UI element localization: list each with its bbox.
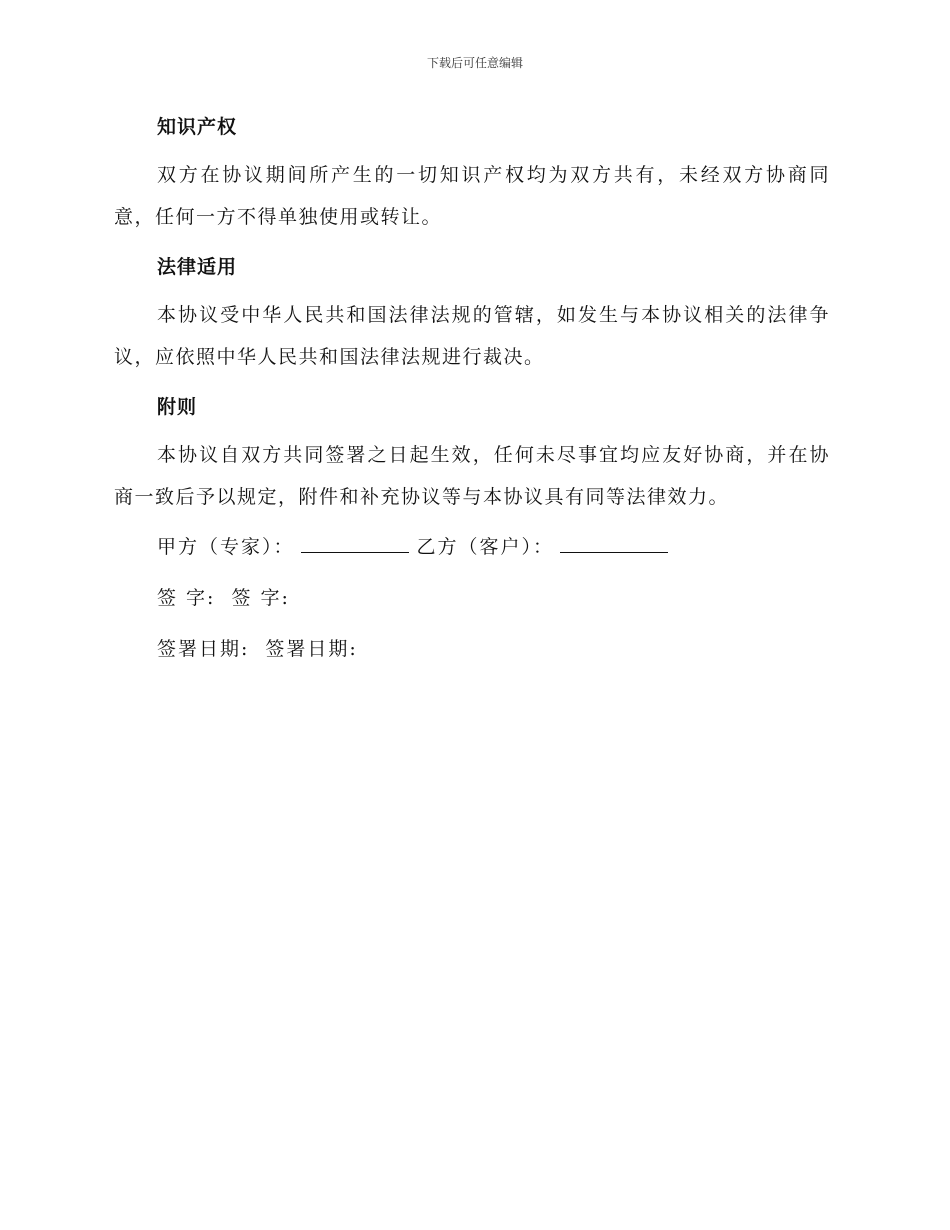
party-a-signature-label: 签 字: xyxy=(157,587,216,609)
section-applicable-law xyxy=(114,252,830,378)
party-a-blank xyxy=(301,534,409,553)
party-line xyxy=(157,532,830,562)
party-b-label: 乙方（客户）： xyxy=(416,536,555,558)
section-paragraph: 双方在协议期间所产生的一切知识产权均为双方共有，未经双方协商同意，任何一方不得单独使用或转让。 xyxy=(114,164,830,228)
section-paragraph: 本协议自双方共同签署之日起生效，任何未尽事宜均应友好协商，并在协商一致后予以规定，附件和补充协议等与本协议具有同等法律效力。 xyxy=(114,444,830,508)
section-paragraph: 本协议受中华人民共和国法律法规的管辖，如发生与本协议相关的法律争议，应依照中华人民共和国法律法规进行裁决。 xyxy=(114,304,830,368)
section-supplementary xyxy=(114,392,830,518)
date-line xyxy=(157,634,830,664)
party-a-date-label: 签署日期: xyxy=(157,638,250,660)
party-a-label: 甲方（专家）： xyxy=(157,536,295,558)
section-intellectual-property xyxy=(114,112,830,238)
party-b-blank xyxy=(560,534,668,553)
party-b-date-label: 签署日期: xyxy=(265,638,358,660)
party-b-signature-label: 签 字: xyxy=(231,587,290,609)
section-heading: 知识产权 xyxy=(157,116,238,138)
section-heading: 法律适用 xyxy=(157,256,238,278)
section-heading: 附则 xyxy=(157,396,198,418)
document-body xyxy=(114,112,830,685)
signature-line xyxy=(157,583,830,613)
page-header: 下载后可任意编辑 xyxy=(426,56,523,70)
